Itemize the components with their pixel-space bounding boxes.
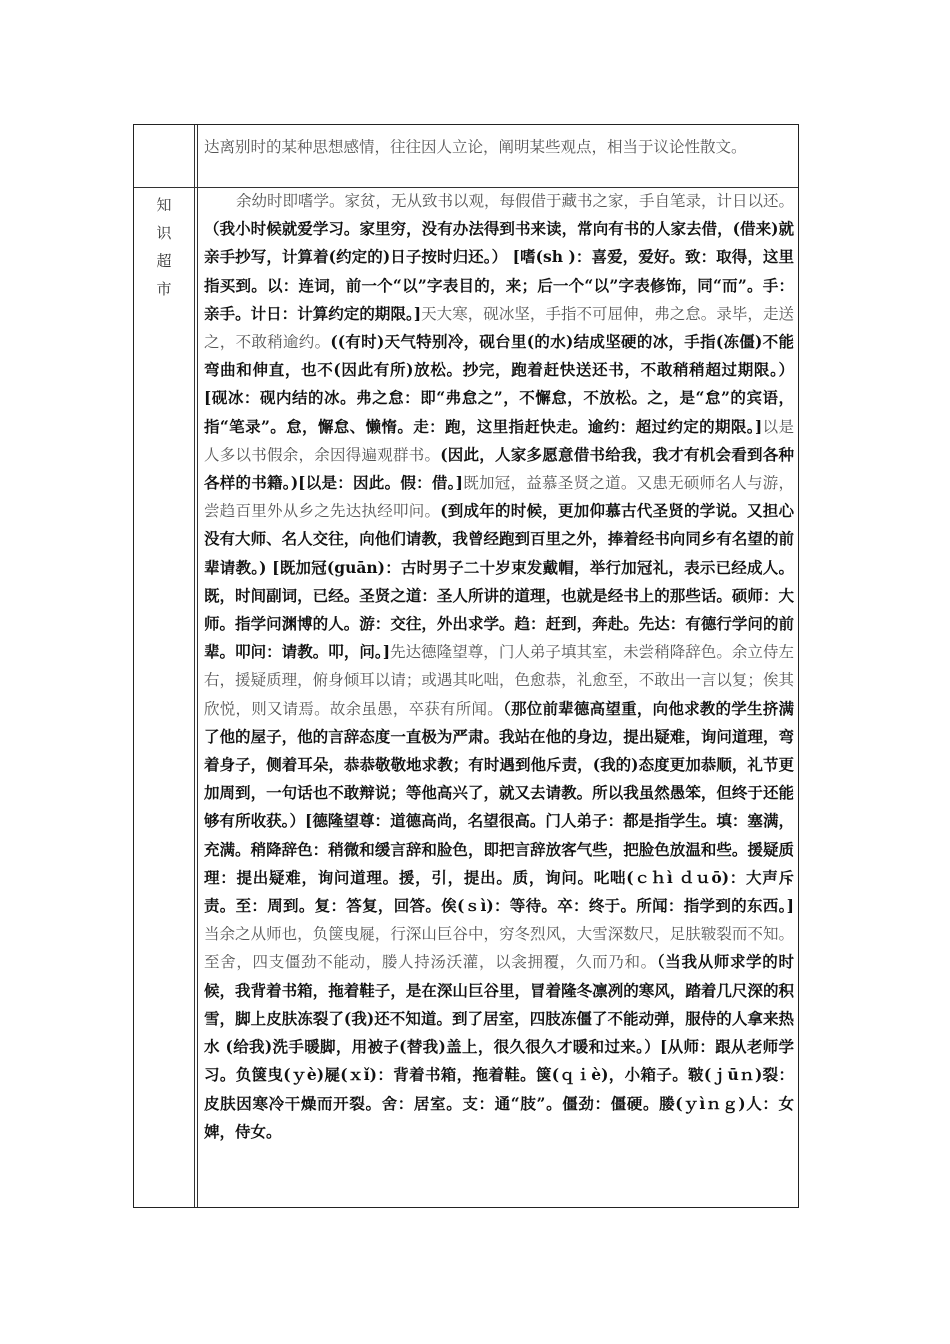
- row2-content: [204, 187, 794, 1146]
- label-char: 超: [156, 252, 172, 270]
- text-segment: （那位前辈德高望重，向他求教的学生挤满了他的屋子，他的言辞态度一直极为严肃。我站在他的身边，提出疑难，询问道理，弯着身子，侧着耳朵，恭恭敬敬地求教；有时遇到他斥责，(我的)态度更加恭顺，礼节更加周到，一句话也不敢辩说；等他高兴了，就又去请教。所以我虽然愚笨，但终于还能够有所收获。）[德隆望尊：道德高尚，名望很高。门人弟子：都是指学生。填：塞满，充满。稍降辞色：稍微和缓言辞和脸色，即把言辞放客气些，把脸色放温和些。援疑质理：提出疑难，询问道理。援，引，提出。质，询问。叱咄(ｃｈì ｄｕō)：大声斥责。至：周到。复：答复，回答。俟(ｓì)：等待。卒：终于。所闻：指学到的东西。]: [204, 698, 794, 916]
- label-char: 市: [156, 280, 172, 298]
- label-char: 识: [156, 224, 172, 242]
- row2-label: [134, 187, 194, 1207]
- text-segment: (因此，人家多愿意借书给我，我才有机会看到各种各样的书籍。)[以是：因此。假：借。]: [204, 444, 794, 493]
- row1-content: 达离别时的某种思想感情，往往因人立论，阐明某些观点，相当于议论性散文。: [204, 138, 747, 156]
- text-segment: 先达德隆望尊，门人弟子填其室，未尝稍降辞色。余立侍左右，援疑质理，俯身倾耳以请；或遇其叱咄，色愈恭，礼愈至，不敢出一言以复；俟其欣悦，则又请焉。故余虽愚，卒获有所闻。: [204, 643, 794, 718]
- column-divider: [194, 125, 195, 1207]
- column-divider-inner: [197, 125, 198, 1207]
- content-table: [133, 124, 799, 1208]
- text-segment: （当我从师求学的时候，我背着书箱，拖着鞋子，是在深山巨谷里，冒着隆冬凛冽的寒风，踏着几尺深的积雪，脚上皮肤冻裂了(我)还不知道。到了居室，四肢冻僵了不能动弹，服侍的人拿来热水 (给我)洗手暖脚，用被子(替我)盖上，很久很久才暖和过来。）[从师：跟从老师学习。负箧曳(ｙè)屣(ｘǐ)：背着书箱，拖着鞋。箧(ｑｉè)，小箱子。皲(ｊūｎ)裂：皮肤因寒冷干燥而开裂。舍：居室。支：通“肢”。僵劲：僵硬。媵(ｙìｎｇ)人：女婢，侍女。: [204, 952, 794, 1141]
- text-segment: ((有时)天气特别冷，砚台里(的水)结成坚硬的冰，手指(冻僵)不能弯曲和伸直，也不(因此有所)放松。抄完，跑着赶快送还书，不敢稍稍超过期限。） [砚冰：砚内结的冰。弗之怠：即“弗怠之”，不懈怠，不放松。之，是“怠”的宾语，指“笔录”。怠，懈怠、懒惰。走：跑，这里指赶快走。逾约：超过约定的期限。]: [204, 332, 794, 436]
- text-segment: （我小时候就爱学习。家里穷，没有办法得到书来读，常向有书的人家去借，(借来)就亲手抄写，计算着(约定的)日子按时归还。） [嗜(sh )：喜爱，爱好。致：取得，这里指买到。以：连词，前一个“以”字表目的，来；后一个“以”字表修饰，同“而”。手：亲手。计日：计算约定的期限。]: [204, 219, 794, 323]
- text-segment: 以是人多以书假余，余因得遍观群书。: [204, 417, 794, 464]
- text-segment: (到成年的时候，更加仰慕古代圣贤的学说。又担心没有大师、名人交往，向他们请教，我曾经跑到百里之外，捧着经书向同乡有名望的前辈请教。) [既加冠(guān)：古时男子二十岁束发戴帽，举行加冠礼，表示已经成人。既，时间副词，已经。圣贤之道：圣人所讲的道理，也就是经书上的那些话。硕师：大师。指学问渊博的人。游：交往，外出求学。趋：赶到，奔赴。先达：有德行学问的前辈。叩问：请教。叩，问。]: [204, 501, 794, 662]
- text-segment: 天大寒，砚冰坚，手指不可屈伸，弗之怠。录毕，走送之，不敢稍逾约。: [204, 304, 794, 352]
- text-segment: 既加冠，益慕圣贤之道。又患无硕师名人与游，尝趋百里外从乡之先达执经叩问。: [204, 474, 794, 521]
- text-segment: 当余之从师也，负箧曳屣，行深山巨谷中，穷冬烈风，大雪深数尺，足肤皲裂而不知。至舍，四支僵劲不能动，媵人持汤沃灌，以衾拥覆，久而乃和。: [204, 925, 794, 972]
- text-segment: 余幼时即嗜学。家贫，无从致书以观，每假借于藏书之家，手自笔录，计日以还。: [236, 192, 795, 210]
- label-char: 知: [156, 196, 172, 214]
- table-row: [134, 125, 798, 188]
